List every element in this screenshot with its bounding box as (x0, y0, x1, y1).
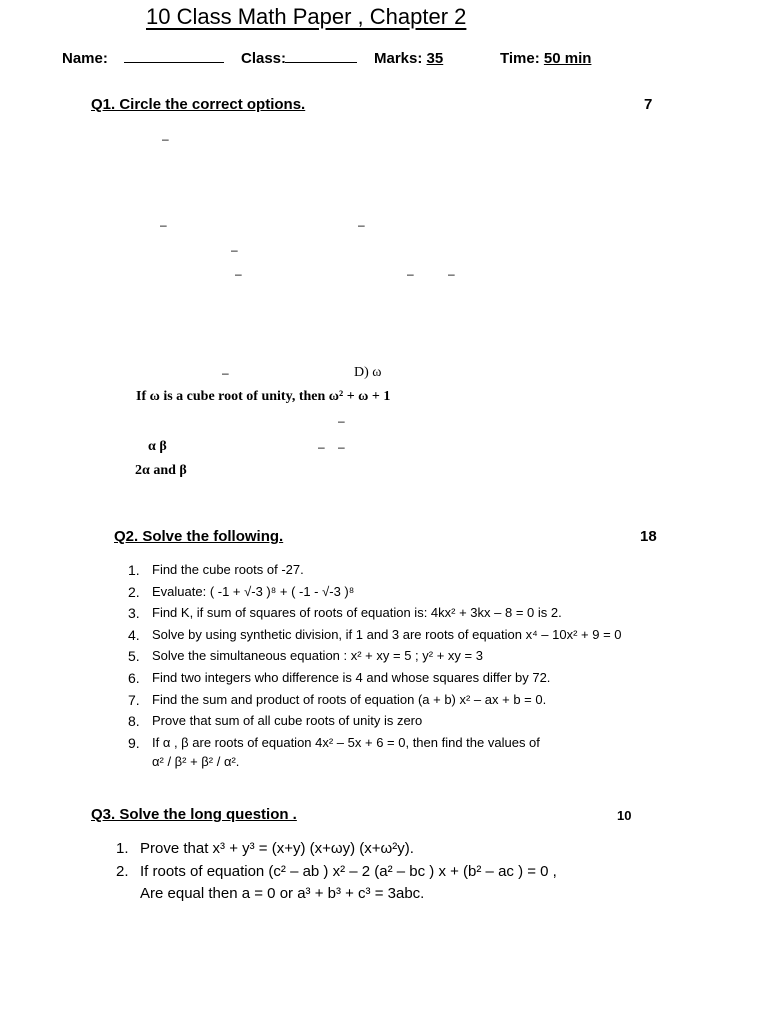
item-text: Solve the simultaneous equation : x² + xy = 5 ; y² + xy = 3 (152, 648, 483, 664)
q1-alpha-beta: α β (148, 439, 167, 454)
q1-heading: Q1. Circle the correct options. (91, 96, 306, 113)
q1-dash: – (235, 267, 242, 281)
item-number: 1. (128, 562, 140, 578)
time-value: 50 min (543, 50, 592, 67)
q1-dash: – (448, 267, 455, 281)
item-number: 8. (128, 713, 140, 730)
item-text: Find K, if sum of squares of roots of equation is: 4kx² + 3kx – 8 = 0 is 2. (152, 605, 562, 621)
page-title: 10 Class Math Paper , Chapter 2 (146, 4, 467, 29)
item-number: 6. (128, 669, 140, 686)
time-field (500, 50, 591, 67)
item-text: Evaluate: ( -1 + √-3 )⁸ + ( -1 - √-3 )⁸ (152, 583, 355, 599)
item-number: 2. (128, 583, 140, 600)
q1-dash: – (160, 218, 167, 232)
list-item (128, 562, 622, 584)
class-blank-line (285, 62, 357, 63)
item-number: 4. (128, 626, 140, 643)
q1-dash: – (318, 440, 325, 454)
q1-option-d: D) ω (354, 365, 382, 380)
name-blank-line (124, 62, 224, 63)
item-text: Solve by using synthetic division, if 1 and 3 are roots of equation x⁴ – 10x² + 9 = 0 (152, 626, 622, 642)
q1-alpha-beta-2: 2α and β (135, 463, 187, 478)
item-text: Prove that sum of all cube roots of unity is zero (152, 713, 423, 729)
q1-marks: 7 (644, 96, 653, 113)
time-label: Time: (500, 50, 540, 67)
q2-marks: 18 (640, 528, 657, 545)
list-item (116, 863, 557, 886)
q3-list (116, 840, 557, 886)
item-number: 5. (128, 648, 140, 665)
item-text: Find the cube roots of -27. (152, 562, 304, 577)
item-number: 7. (128, 691, 140, 708)
item-text: Find the sum and product of roots of equation (a + b) x² – ax + b = 0. (152, 691, 547, 707)
q1-dash: – (358, 218, 365, 232)
q3-heading: Q3. Solve the long question . (91, 806, 297, 823)
list-item (128, 713, 622, 735)
list-item (128, 648, 622, 670)
item-text: Find two integers who difference is 4 and whose squares differ by 72. (152, 669, 551, 685)
q1-dash: – (231, 243, 238, 257)
q2-list (128, 562, 622, 756)
marks-value: 35 (426, 50, 444, 67)
item-number: 2. (116, 863, 129, 880)
marks-field (374, 50, 443, 67)
list-item (128, 605, 622, 627)
q2-item9-continuation: α² / β² + β² / α². (152, 754, 240, 769)
q3-item2-continuation: Are equal then a = 0 or a³ + b³ + c³ = 3abc. (140, 885, 425, 902)
q2-heading: Q2. Solve the following. (114, 528, 284, 545)
marks-label: Marks: (374, 50, 423, 67)
list-item (128, 692, 622, 714)
q1-dash: – (162, 132, 169, 146)
item-number: 3. (128, 605, 140, 622)
item-number: 1. (116, 840, 129, 857)
list-item (128, 670, 622, 692)
class-label: Class: (241, 50, 287, 67)
name-label: Name: (62, 50, 108, 67)
q1-dash: – (338, 440, 345, 454)
item-text: If α , β are roots of equation 4x² – 5x + 6 = 0, then find the values of (152, 734, 540, 750)
item-number: 9. (128, 734, 140, 751)
q1-dash: – (407, 267, 414, 281)
item-text: If roots of equation (c² – ab ) x² – 2 (a² – bc ) x + (b² – ac ) = 0 , (140, 863, 557, 880)
q1-dash: – (338, 414, 345, 428)
list-item (116, 840, 557, 863)
item-text: Prove that x³ + y³ = (x+y) (x+ωy) (x+ω²y). (140, 840, 414, 857)
q1-question-cube-root: If ω is a cube root of unity, then ω² + ω + 1 (136, 389, 391, 404)
q3-marks: 10 (617, 808, 632, 823)
q1-dash: – (222, 366, 229, 380)
list-item (128, 627, 622, 649)
list-item (128, 584, 622, 606)
